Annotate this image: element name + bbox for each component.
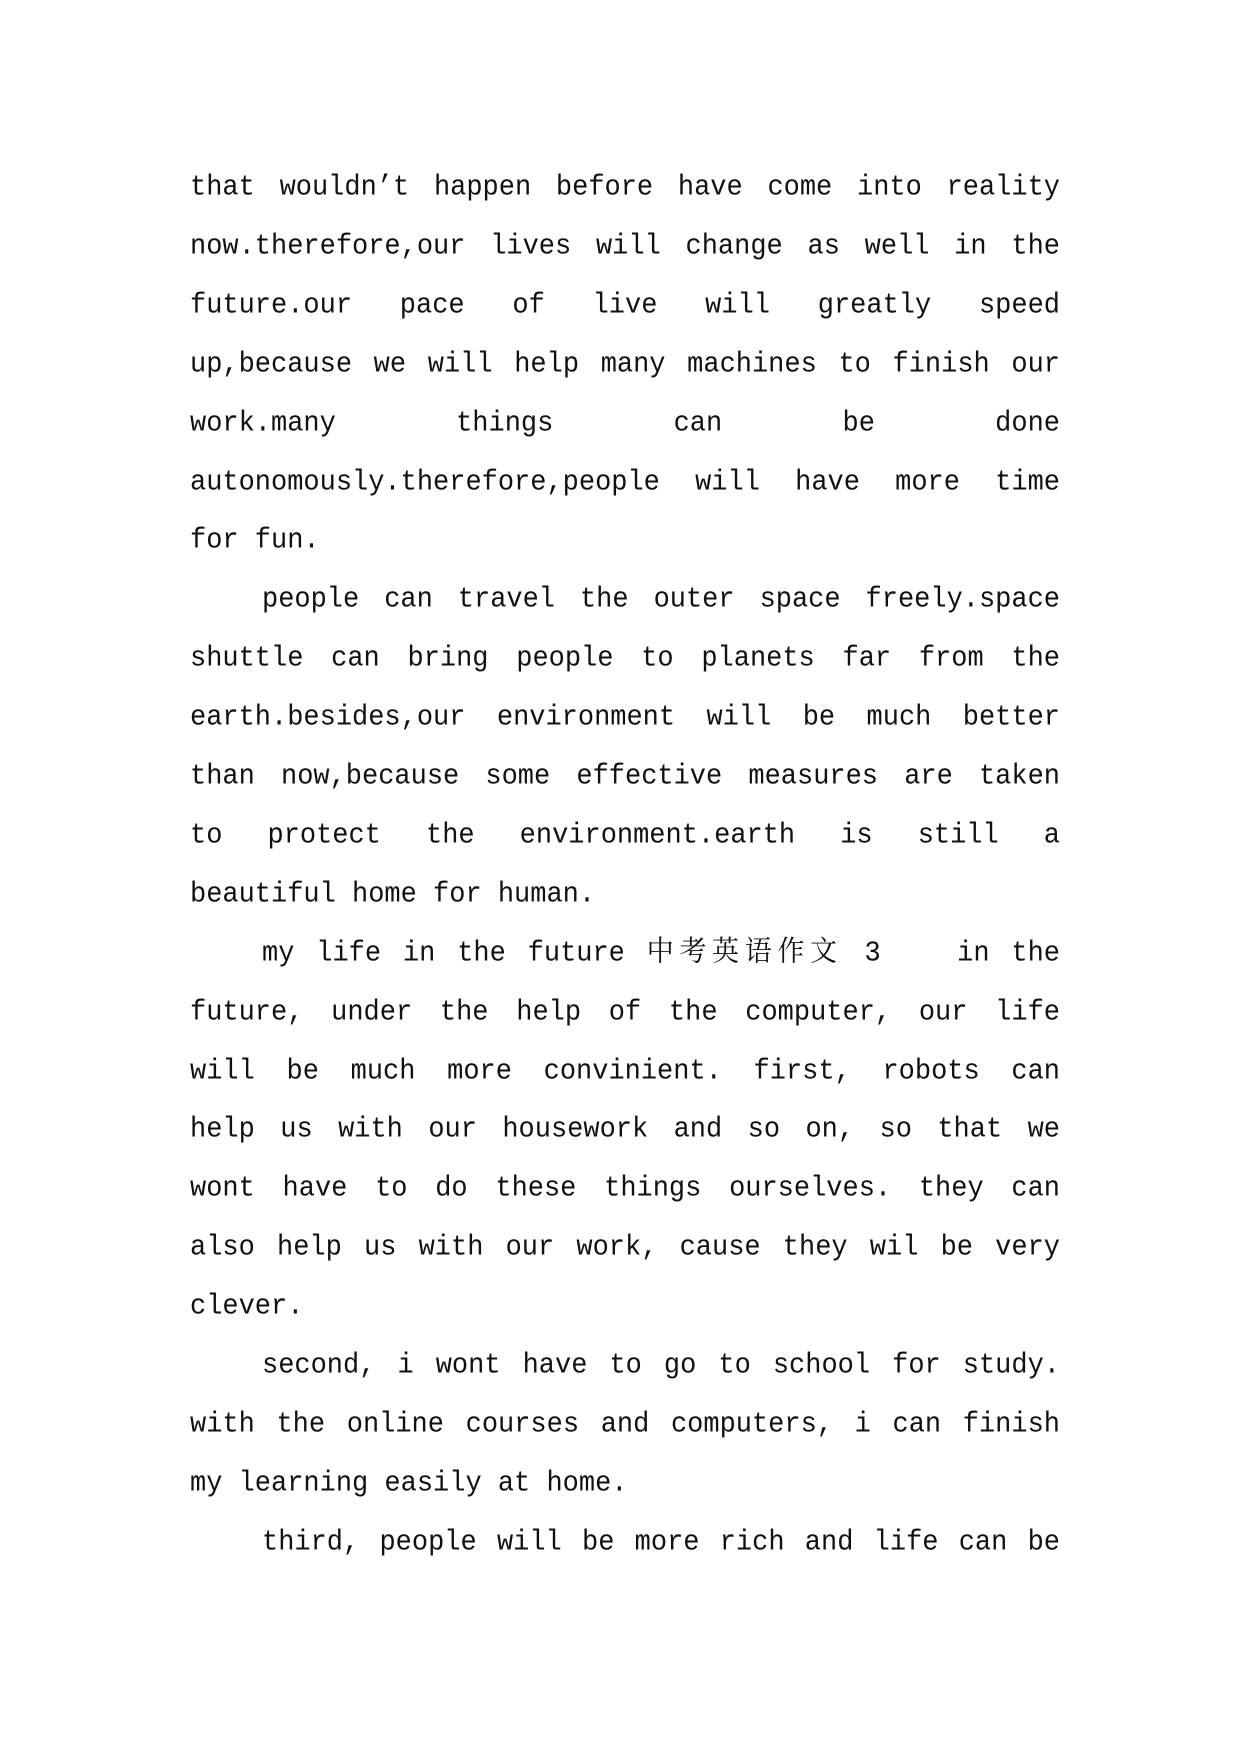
text-line: also help us with our work, cause they wil be very: [190, 1232, 1060, 1264]
text-line: shuttle can bring people to planets far from the: [190, 643, 1060, 675]
text-line: for fun.: [190, 525, 320, 558]
text-line: than now,because some effective measures are taken: [190, 761, 1060, 793]
text-line: work.many things can be done: [190, 407, 1060, 440]
text-line: to protect the environment.earth is still a: [190, 820, 1060, 852]
text-line: beautiful home for human.: [190, 879, 596, 911]
text-line: clever.: [190, 1291, 304, 1323]
text-line: wont have to do these things ourselves. they can: [190, 1173, 1060, 1206]
text-line: with the online courses and computers, i can finish: [190, 1409, 1060, 1441]
text-line: third, people will be more rich and life can be: [262, 1526, 1060, 1559]
text-line: up,because we will help many machines to finish our: [190, 348, 1060, 381]
text-line: will be much more convinient. first, robots can: [190, 1055, 1060, 1088]
text-line: future.our pace of live will greatly speed: [190, 290, 1060, 322]
text-line: earth.besides,our environment will be much better: [190, 702, 1060, 734]
text-line: my learning easily at home.: [190, 1468, 628, 1500]
text-line: my life in the future 中考英语作文 3 in the: [262, 937, 1060, 970]
text-line: now.therefore,our lives will change as well in the: [190, 231, 1060, 263]
text-line: people can travel the outer space freely.space: [262, 584, 1060, 617]
text-line: second, i wont have to go to school for study.: [262, 1350, 1060, 1382]
text-line: help us with our housework and so on, so that we: [190, 1114, 1060, 1147]
text-line: that wouldn’t happen before have come into reality: [190, 172, 1060, 204]
text-line: future, under the help of the computer, our life: [190, 996, 1060, 1029]
text-line: autonomously.therefore,people will have more time: [190, 466, 1060, 499]
